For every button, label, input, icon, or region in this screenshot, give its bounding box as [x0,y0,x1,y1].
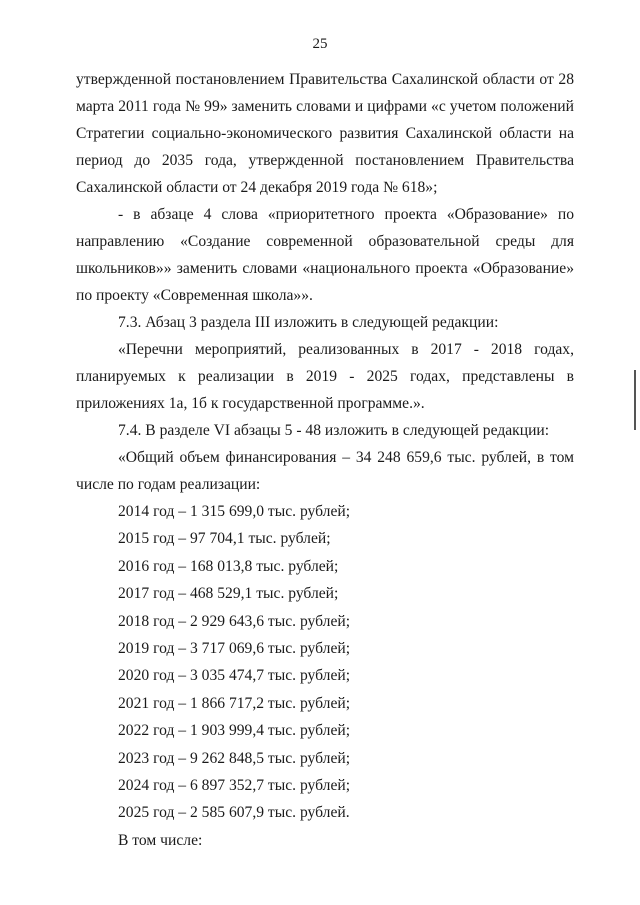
page-number: 25 [312,36,328,52]
list-item: 2022 год – 1 903 999,4 тыс. рублей; [118,722,351,740]
list-item: 2018 год – 2 929 643,6 тыс. рублей; [118,612,351,630]
list-item: 2025 год – 2 585 607,9 тыс. рублей. [118,804,350,822]
paragraph-total-funding: «Общий объем финансирования – 34 248 659,6 тыс. рублей, в том числе по годам реализации: [76,449,574,493]
list-item: 2016 год – 168 013,8 тыс. рублей; [118,557,339,575]
closing-line: В том числе: [118,831,203,849]
scan-edge-mark [634,370,636,430]
list-item: 2017 год – 468 529,1 тыс. рублей; [118,585,339,603]
paragraph-abzac-4: - в абзаце 4 слова «приоритетного проекта «Образование» по направлению «Создание современной образовательной среды для школьников»» заменить словами «национального проекта «Образование» по проекту «Современная школа»». [76,206,574,304]
list-item: 2019 год – 3 717 069,6 тыс. рублей; [118,639,351,657]
list-item: 2020 год – 3 035 474,7 тыс. рублей; [118,667,351,685]
funding-by-year-list [76,498,574,827]
paragraph-7-3-text: «Перечни мероприятий, реализованных в 2017 - 2018 годах, планируемых к реализации в 2019 - 2025 годах, представлены в приложениях 1а, 1б к государственной программе.». [76,341,574,412]
paragraph-7-4-heading: 7.4. В разделе VI абзацы 5 - 48 изложить в следующей редакции: [118,422,550,439]
document-body [76,66,574,854]
list-item: 2015 год – 97 704,1 тыс. рублей; [118,530,331,548]
paragraph-continuation: утвержденной постановлением Правительства Сахалинской области от 28 марта 2011 года № 99» заменить словами и цифрами «с учетом положений Стратегии социально-экономического развития Сахалинской области на период до 2035 года, утвержденной постановлением Правительства Сахалинской области от 24 декабря 2019 года № 618»; [76,71,574,196]
paragraph-7-3-heading: 7.3. Абзац 3 раздела III изложить в следующей редакции: [118,314,499,331]
list-item: 2021 год – 1 866 717,2 тыс. рублей; [118,694,351,712]
list-item: 2024 год – 6 897 352,7 тыс. рублей; [118,776,351,794]
list-item: 2014 год – 1 315 699,0 тыс. рублей; [118,503,351,520]
list-item: 2023 год – 9 262 848,5 тыс. рублей; [118,749,351,767]
